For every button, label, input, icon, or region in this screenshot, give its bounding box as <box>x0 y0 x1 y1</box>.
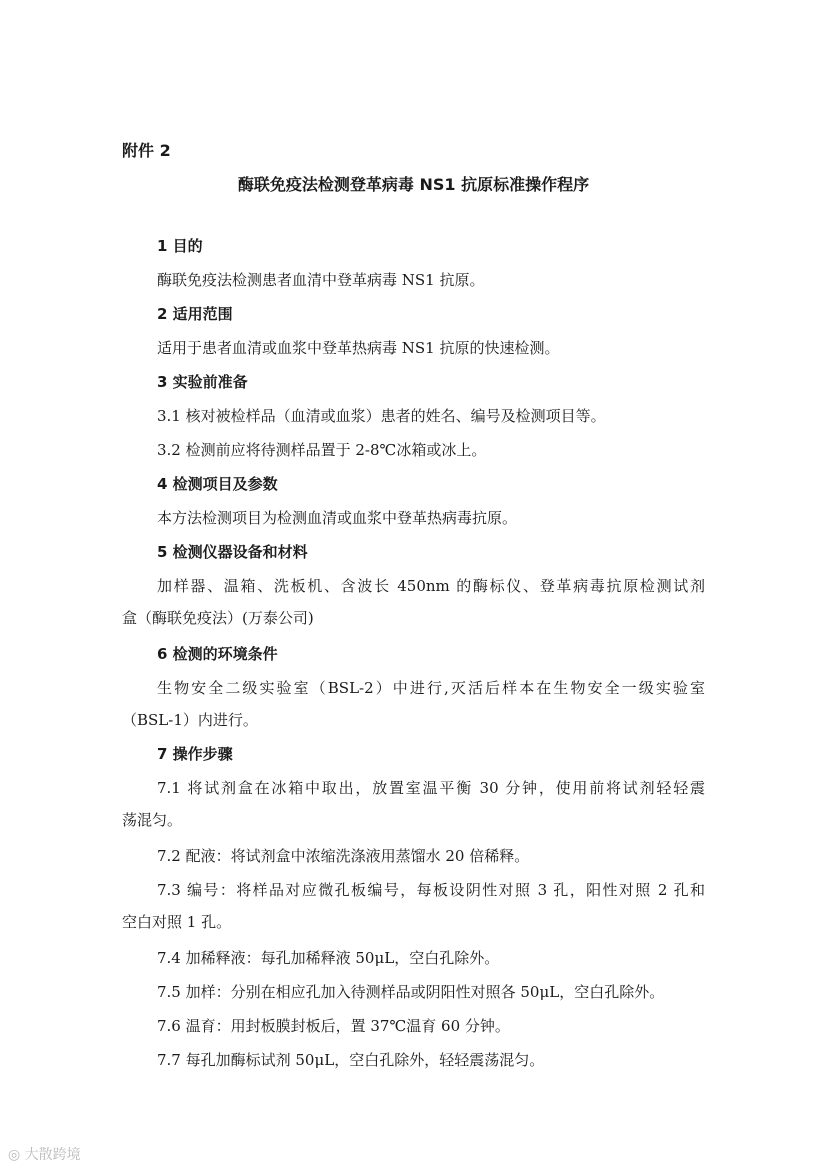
step-7-4: 7.4 加稀释液：每孔加稀释液 50μL，空白孔除外。 <box>157 949 500 967</box>
watermark <box>8 1144 81 1164</box>
section-heading-5: 5 检测仪器设备和材料 <box>157 543 308 561</box>
watermark-logo-icon: ◎ <box>8 1147 25 1163</box>
section-6-body-line-2: （BSL-1）内进行。 <box>122 711 258 729</box>
watermark-text: 大散跨境 <box>24 1147 81 1163</box>
section-heading-7: 7 操作步骤 <box>157 745 233 763</box>
step-7-5: 7.5 加样：分别在相应孔加入待测样品或阴阳性对照各 50μL，空白孔除外。 <box>157 983 665 1001</box>
section-3-item-2: 3.2 检测前应将待测样品置于 2-8℃冰箱或冰上。 <box>157 441 487 459</box>
section-heading-2: 2 适用范围 <box>157 305 233 323</box>
section-2-body: 适用于患者血清或血浆中登革热病毒 NS1 抗原的快速检测。 <box>157 339 560 357</box>
document-title: 酶联免疫法检测登革病毒 NS1 抗原标准操作程序 <box>237 175 590 194</box>
section-6-body-line-1: 生物安全二级实验室（BSL-2）中进行,灭活后样本在生物安全一级实验室 <box>157 679 705 697</box>
section-heading-1: 1 目的 <box>157 237 203 255</box>
section-heading-6: 6 检测的环境条件 <box>157 645 278 663</box>
document-body <box>0 236 827 1084</box>
step-7-1-line-1: 7.1 将试剂盒在冰箱中取出，放置室温平衡 30 分钟，使用前将试剂轻轻震 <box>157 779 705 797</box>
step-7-6: 7.6 温育：用封板膜封板后，置 37℃温育 60 分钟。 <box>157 1017 510 1035</box>
section-1-body: 酶联免疫法检测患者血清中登革病毒 NS1 抗原。 <box>157 271 485 289</box>
section-5-body-line-1: 加样器、温箱、洗板机、含波长 450nm 的酶标仪、登革病毒抗原检测试剂 <box>157 577 705 595</box>
step-7-3-line-1: 7.3 编号：将样品对应微孔板编号，每板设阴性对照 3 孔，阳性对照 2 孔和 <box>157 881 705 899</box>
section-5-body-line-2: 盒（酶联免疫法）(万泰公司) <box>122 609 314 627</box>
section-5-body <box>0 576 705 644</box>
step-7-3 <box>0 880 705 948</box>
step-7-1 <box>0 778 705 846</box>
step-7-7: 7.7 每孔加酶标试剂 50μL，空白孔除外，轻轻震荡混匀。 <box>157 1051 545 1069</box>
section-3-item-1: 3.1 核对被检样品（血清或血浆）患者的姓名、编号及检测项目等。 <box>157 407 606 425</box>
step-7-2: 7.2 配液：将试剂盒中浓缩洗涤液用蒸馏水 20 倍稀释。 <box>157 847 530 865</box>
section-heading-4: 4 检测项目及参数 <box>157 475 278 493</box>
annex-label: 附件 2 <box>122 141 171 160</box>
section-heading-3: 3 实验前准备 <box>157 373 248 391</box>
step-7-3-line-2: 空白对照 1 孔。 <box>122 913 232 931</box>
section-6-body <box>0 678 705 744</box>
step-7-1-line-2: 荡混匀。 <box>122 811 183 829</box>
section-4-body: 本方法检测项目为检测血清或血浆中登革热病毒抗原。 <box>157 509 518 527</box>
